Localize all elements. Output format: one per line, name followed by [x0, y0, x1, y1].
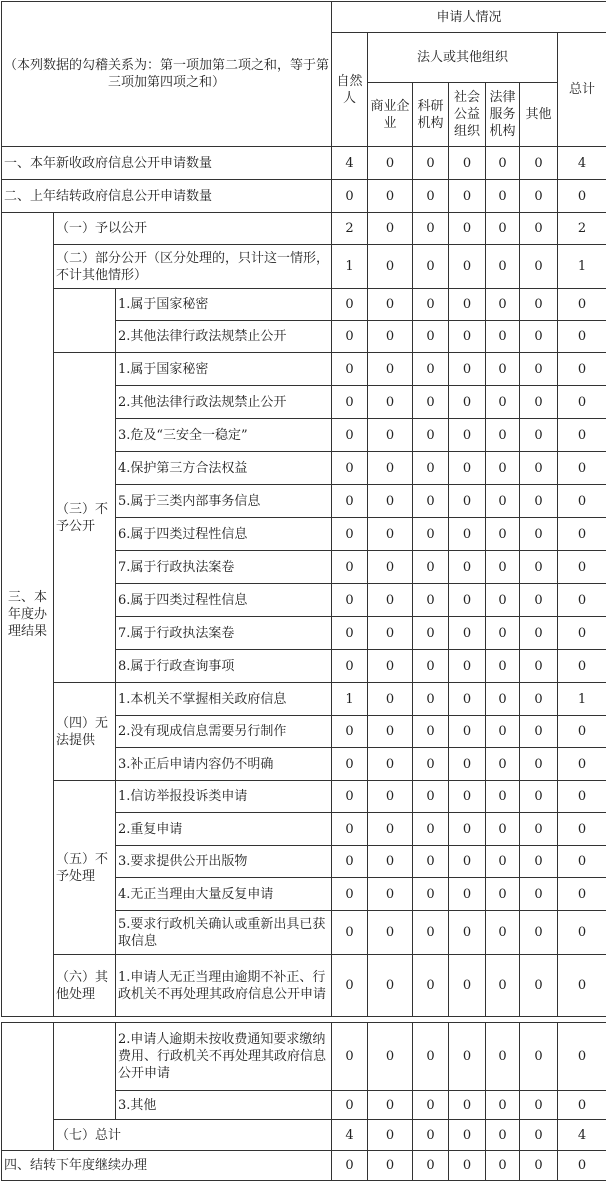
cell: 0: [558, 386, 606, 419]
cell: 0: [520, 716, 558, 748]
group-3-label: （三）不予公开: [54, 353, 116, 683]
cell: 0: [368, 781, 413, 813]
disclosure-table: [1, 1, 606, 1017]
blank-cell: [2, 1023, 54, 1151]
cell: 0: [332, 289, 368, 321]
cell: 0: [332, 748, 368, 781]
cell: 0: [520, 1091, 558, 1120]
cell: 0: [486, 1091, 520, 1120]
row-label: 3.危及“三安全一稳定”: [116, 419, 332, 452]
table-row: [2, 180, 606, 213]
cell: 0: [520, 452, 558, 485]
row-label: 2.没有现成信息需要另行制作: [116, 716, 332, 748]
row-label: 8.属于行政查询事项: [116, 650, 332, 683]
cell: 0: [486, 147, 520, 180]
cell: 0: [413, 386, 449, 419]
row-label: 一、本年新收政府信息公开申请数量: [2, 147, 332, 180]
cell: 0: [449, 353, 486, 386]
header-total: 总计: [558, 33, 606, 147]
row-label: 4.保护第三方合法权益: [116, 452, 332, 485]
cell: 0: [332, 650, 368, 683]
cell: 0: [558, 617, 606, 650]
group-5-label: （五）不予处理: [54, 781, 116, 955]
cell: 0: [368, 1091, 413, 1120]
cell: 0: [558, 180, 606, 213]
row-label: 6.属于四类过程性信息: [116, 518, 332, 551]
cell: 0: [368, 748, 413, 781]
table-row: [2, 245, 606, 289]
cell: 0: [332, 321, 368, 353]
cell: 0: [449, 617, 486, 650]
row-label: 3.要求提供公开出版物: [116, 846, 332, 878]
cell: 0: [486, 386, 520, 419]
cell: 0: [413, 617, 449, 650]
cell: 0: [486, 1151, 520, 1181]
cell: 0: [368, 147, 413, 180]
cell: 0: [368, 617, 413, 650]
cell: 0: [413, 419, 449, 452]
cell: 4: [558, 147, 606, 180]
cell: 0: [486, 955, 520, 1017]
cell: 0: [486, 617, 520, 650]
table-row: [2, 1120, 606, 1151]
cell: 0: [486, 846, 520, 878]
cell: 0: [413, 551, 449, 584]
cell: 0: [486, 716, 520, 748]
cell: 0: [368, 584, 413, 617]
cell: 0: [520, 419, 558, 452]
cell: 2: [332, 213, 368, 245]
cell: 0: [486, 289, 520, 321]
cell: 0: [449, 650, 486, 683]
cell: 0: [486, 245, 520, 289]
row-label: 1.申请人无正当理由逾期不补正、行政机关不再处理其政府信息公开申请: [116, 955, 332, 1017]
cell: 0: [368, 878, 413, 911]
cell: 0: [413, 1023, 449, 1091]
cell: 0: [449, 878, 486, 911]
cell: 0: [413, 452, 449, 485]
row-label: 1.本机关不掌握相关政府信息: [116, 683, 332, 716]
section-3-label: 三、本年度办理结果: [2, 213, 54, 1017]
cell: 0: [520, 518, 558, 551]
cell: 0: [368, 846, 413, 878]
table-row: [2, 353, 606, 386]
cell: 0: [486, 683, 520, 716]
cell: 0: [558, 485, 606, 518]
cell: 0: [449, 911, 486, 955]
cell: 0: [558, 1091, 606, 1120]
cell: 0: [449, 551, 486, 584]
cell: 0: [520, 781, 558, 813]
cell: 0: [413, 1091, 449, 1120]
cell: 0: [449, 485, 486, 518]
cell: 0: [520, 551, 558, 584]
row-label: 3.补正后申请内容仍不明确: [116, 748, 332, 781]
cell: 0: [332, 813, 368, 846]
cell: 0: [558, 813, 606, 846]
cell: 0: [486, 748, 520, 781]
cell: 0: [332, 846, 368, 878]
cell: 0: [368, 386, 413, 419]
row-label: 1.属于国家秘密: [116, 353, 332, 386]
cell: 0: [413, 1151, 449, 1181]
cell: 0: [520, 650, 558, 683]
cell: 0: [413, 584, 449, 617]
cell: 0: [558, 518, 606, 551]
cell: 0: [520, 353, 558, 386]
row-label: 2.其他法律行政法规禁止公开: [116, 321, 332, 353]
cell: 0: [558, 321, 606, 353]
cell: 0: [558, 1023, 606, 1091]
cell: 0: [520, 617, 558, 650]
cell: 0: [449, 716, 486, 748]
cell: 0: [332, 716, 368, 748]
row-label: 二、上年结转政府信息公开申请数量: [2, 180, 332, 213]
cell: 0: [520, 748, 558, 781]
cell: 0: [413, 289, 449, 321]
cell: 0: [332, 485, 368, 518]
table-row: [2, 1151, 606, 1181]
cell: 0: [486, 321, 520, 353]
row-label: 1.信访举报投诉类申请: [116, 781, 332, 813]
cell: 0: [368, 353, 413, 386]
cell: 0: [486, 584, 520, 617]
cell: 0: [332, 878, 368, 911]
cell: 0: [558, 748, 606, 781]
cell: 0: [332, 1023, 368, 1091]
cell: 0: [558, 716, 606, 748]
cell: 0: [449, 452, 486, 485]
row-label: 2.申请人逾期未按收费通知要求缴纳费用、行政机关不再处理其政府信息公开申请: [116, 1023, 332, 1091]
cell: 2: [558, 213, 606, 245]
cell: 0: [449, 1151, 486, 1181]
cell: 0: [486, 551, 520, 584]
header-note: （本列数据的勾稽关系为：第一项加第二项之和，等于第三项加第四项之和）: [2, 2, 332, 147]
row-label: 5.要求行政机关确认或重新出具已获取信息: [116, 911, 332, 955]
cell: 0: [520, 386, 558, 419]
cell: 0: [332, 911, 368, 955]
cell: 0: [558, 846, 606, 878]
header-other: 其他: [520, 83, 558, 147]
cell: 0: [520, 1151, 558, 1181]
cell: 0: [520, 878, 558, 911]
cell: 0: [332, 353, 368, 386]
cell: 0: [520, 1120, 558, 1151]
cell: 0: [413, 846, 449, 878]
cell: 0: [413, 748, 449, 781]
cell: 1: [332, 683, 368, 716]
cell: 1: [558, 245, 606, 289]
cell: 1: [558, 683, 606, 716]
blank-cell: [54, 1023, 116, 1120]
cell: 0: [449, 813, 486, 846]
cell: 0: [449, 1023, 486, 1091]
cell: 0: [520, 1023, 558, 1091]
table-row: [2, 289, 606, 321]
cell: 0: [413, 321, 449, 353]
cell: 0: [332, 419, 368, 452]
table-row: [2, 683, 606, 716]
cell: 0: [520, 911, 558, 955]
cell: 0: [368, 813, 413, 846]
table-row: [2, 1023, 606, 1091]
cell: 0: [368, 551, 413, 584]
cell: 0: [413, 813, 449, 846]
cell: 0: [520, 180, 558, 213]
cell: 0: [449, 419, 486, 452]
cell: 0: [332, 180, 368, 213]
row-label: （二）部分公开（区分处理的，只计这一情形，不计其他情形）: [54, 245, 332, 289]
cell: 0: [368, 911, 413, 955]
cell: 0: [332, 518, 368, 551]
cell: 0: [368, 321, 413, 353]
cell: 0: [413, 180, 449, 213]
cell: 0: [449, 1091, 486, 1120]
cell: 0: [449, 1120, 486, 1151]
cell: 0: [486, 213, 520, 245]
cell: 0: [368, 1151, 413, 1181]
cell: 0: [558, 419, 606, 452]
cell: 0: [368, 289, 413, 321]
row-label: 2.重复申请: [116, 813, 332, 846]
cell: 0: [558, 878, 606, 911]
cell: 0: [486, 419, 520, 452]
cell: 0: [558, 353, 606, 386]
cell: 0: [332, 386, 368, 419]
cell: 0: [449, 781, 486, 813]
group-6-label: （六）其他处理: [54, 955, 116, 1017]
cell: 0: [558, 911, 606, 955]
cell: 0: [449, 180, 486, 213]
header-social: 社会公益组织: [449, 83, 486, 147]
cell: 0: [332, 584, 368, 617]
header-research: 科研机构: [413, 83, 449, 147]
cell: 0: [486, 485, 520, 518]
cell: 0: [486, 878, 520, 911]
cell: 0: [368, 518, 413, 551]
cell: 0: [486, 781, 520, 813]
cell: 0: [558, 584, 606, 617]
cell: 0: [368, 683, 413, 716]
blank-cell: [54, 289, 116, 353]
cell: 0: [413, 245, 449, 289]
cell: 0: [368, 452, 413, 485]
table-row: [2, 955, 606, 1017]
cell: 0: [558, 551, 606, 584]
header-legal: 法人或其他组织: [368, 33, 558, 83]
cell: 0: [520, 213, 558, 245]
cell: 0: [413, 878, 449, 911]
cell: 0: [368, 650, 413, 683]
row-label: 3.其他: [116, 1091, 332, 1120]
row-label: 1.属于国家秘密: [116, 289, 332, 321]
cell: 0: [332, 1091, 368, 1120]
cell: 0: [332, 551, 368, 584]
cell: 0: [368, 955, 413, 1017]
cell: 0: [486, 1023, 520, 1091]
row-label: 5.属于三类内部事务信息: [116, 485, 332, 518]
cell: 0: [332, 781, 368, 813]
cell: 0: [413, 353, 449, 386]
cell: 0: [449, 289, 486, 321]
cell: 0: [486, 518, 520, 551]
cell: 0: [413, 955, 449, 1017]
row-label: （七）总计: [54, 1120, 332, 1151]
header-natural: 自然人: [332, 33, 368, 147]
cell: 0: [449, 748, 486, 781]
header-law: 法律服务机构: [486, 83, 520, 147]
table-row: [2, 781, 606, 813]
cell: 0: [413, 1120, 449, 1151]
cell: 0: [413, 781, 449, 813]
cell: 0: [413, 716, 449, 748]
cell: 0: [332, 617, 368, 650]
row-label: 4.无正当理由大量反复申请: [116, 878, 332, 911]
cell: 0: [449, 213, 486, 245]
cell: 0: [486, 353, 520, 386]
cell: 0: [449, 846, 486, 878]
cell: 0: [486, 1120, 520, 1151]
cell: 0: [413, 518, 449, 551]
cell: 0: [449, 518, 486, 551]
cell: 0: [368, 245, 413, 289]
cell: 0: [520, 485, 558, 518]
group-4-label: （四）无法提供: [54, 683, 116, 781]
cell: 0: [520, 147, 558, 180]
cell: 0: [368, 485, 413, 518]
row-label: 7.属于行政执法案卷: [116, 617, 332, 650]
row-label: （一）予以公开: [54, 213, 332, 245]
cell: 0: [520, 289, 558, 321]
cell: 0: [449, 245, 486, 289]
cell: 0: [520, 584, 558, 617]
cell: 0: [520, 321, 558, 353]
cell: 0: [449, 683, 486, 716]
cell: 0: [413, 683, 449, 716]
cell: 0: [332, 1151, 368, 1181]
cell: 0: [449, 147, 486, 180]
disclosure-table-continued: [1, 1022, 606, 1181]
row-label: 2.其他法律行政法规禁止公开: [116, 386, 332, 419]
cell: 0: [413, 213, 449, 245]
cell: 0: [486, 813, 520, 846]
cell: 0: [520, 683, 558, 716]
cell: 0: [449, 955, 486, 1017]
cell: 0: [486, 452, 520, 485]
cell: 0: [558, 289, 606, 321]
cell: 0: [520, 846, 558, 878]
cell: 0: [368, 180, 413, 213]
cell: 0: [449, 386, 486, 419]
cell: 4: [332, 147, 368, 180]
row-label: 7.属于行政执法案卷: [116, 551, 332, 584]
row-label: 6.属于四类过程性信息: [116, 584, 332, 617]
row-label: 四、结转下年度继续办理: [2, 1151, 332, 1181]
cell: 0: [558, 1151, 606, 1181]
cell: 0: [413, 485, 449, 518]
cell: 0: [520, 813, 558, 846]
cell: 0: [558, 955, 606, 1017]
cell: 0: [413, 147, 449, 180]
cell: 0: [486, 650, 520, 683]
cell: 0: [486, 911, 520, 955]
cell: 0: [520, 245, 558, 289]
cell: 0: [449, 584, 486, 617]
cell: 0: [486, 180, 520, 213]
header-applicant: 申请人情况: [332, 2, 606, 33]
cell: 0: [449, 321, 486, 353]
cell: 0: [332, 955, 368, 1017]
cell: 0: [368, 1120, 413, 1151]
cell: 0: [558, 452, 606, 485]
cell: 1: [332, 245, 368, 289]
cell: 0: [368, 213, 413, 245]
cell: 4: [558, 1120, 606, 1151]
cell: 0: [520, 955, 558, 1017]
table-row: [2, 213, 606, 245]
cell: 0: [413, 650, 449, 683]
cell: 0: [332, 452, 368, 485]
cell: 0: [368, 419, 413, 452]
cell: 0: [368, 1023, 413, 1091]
header-business: 商业企业: [368, 83, 413, 147]
cell: 0: [558, 781, 606, 813]
cell: 0: [368, 716, 413, 748]
table-row: [2, 147, 606, 180]
cell: 4: [332, 1120, 368, 1151]
cell: 0: [413, 911, 449, 955]
cell: 0: [558, 650, 606, 683]
